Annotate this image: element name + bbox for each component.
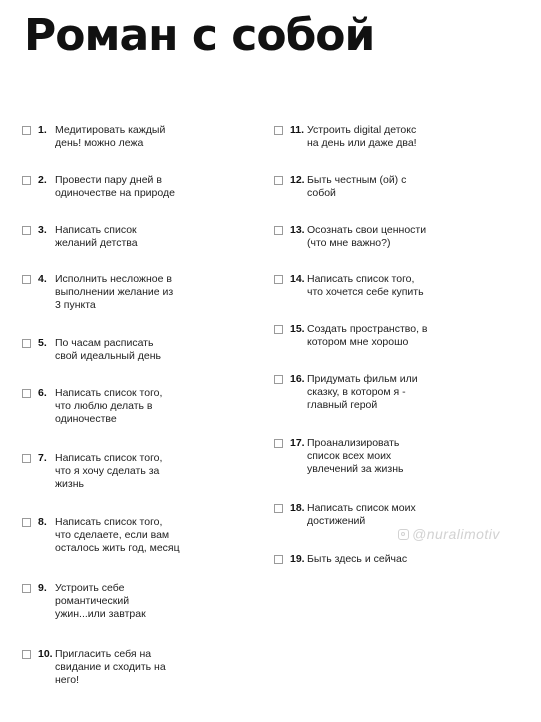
item-number: 19. xyxy=(290,553,305,565)
checkbox[interactable] xyxy=(22,339,31,348)
item-number: 5. xyxy=(38,337,47,349)
checkbox[interactable] xyxy=(274,504,283,513)
item-text: Пригласить себя на свидание и сходить на него! xyxy=(55,648,166,686)
item-text: Быть честным (ой) с собой xyxy=(307,174,407,199)
item-number: 8. xyxy=(38,516,47,528)
item-number: 15. xyxy=(290,323,305,335)
list-item-7 xyxy=(22,452,252,491)
checkbox[interactable] xyxy=(274,325,283,334)
checkbox[interactable] xyxy=(274,176,283,185)
list-item-18 xyxy=(274,502,524,528)
list-item-3 xyxy=(22,224,252,250)
list-item-9 xyxy=(22,582,252,621)
page-title: Роман с собой xyxy=(24,10,375,61)
checkbox[interactable] xyxy=(22,650,31,659)
checkbox[interactable] xyxy=(22,126,31,135)
list-item-13 xyxy=(274,224,524,250)
list-item-1 xyxy=(22,124,252,150)
item-text: Провести пару дней в одиночестве на природе xyxy=(55,174,175,199)
watermark xyxy=(398,526,500,542)
checkbox[interactable] xyxy=(22,454,31,463)
checkbox[interactable] xyxy=(22,584,31,593)
checkbox[interactable] xyxy=(22,518,31,527)
item-number: 6. xyxy=(38,387,47,399)
checkbox[interactable] xyxy=(22,275,31,284)
list-item-8 xyxy=(22,516,252,555)
item-number: 4. xyxy=(38,273,47,285)
list-item-14 xyxy=(274,273,524,299)
item-text: Медитировать каждый день! можно лежа xyxy=(55,124,166,149)
item-text: Написать список того, что я хочу сделать за жизнь xyxy=(55,452,163,490)
item-text: Осознать свои ценности (что мне важно?) xyxy=(307,224,427,249)
item-text: Устроить себе романтический ужин...или завтрак xyxy=(55,582,146,620)
checkbox[interactable] xyxy=(274,375,283,384)
item-text: Придумать фильм или сказку, в котором я - главный герой xyxy=(307,373,418,411)
item-text: Быть здесь и сейчас xyxy=(307,553,408,565)
item-text: Написать список моих достижений xyxy=(307,502,416,527)
list-item-11 xyxy=(274,124,524,150)
item-number: 10. xyxy=(38,648,53,660)
item-number: 12. xyxy=(290,174,305,186)
instagram-icon xyxy=(398,529,409,540)
item-text: Написать список того, что сделаете, если вам осталось жить год, месяц xyxy=(55,516,180,554)
list-item-19 xyxy=(274,553,524,566)
item-text: Написать список того, что хочется себе купить xyxy=(307,273,424,298)
item-number: 18. xyxy=(290,502,305,514)
item-number: 13. xyxy=(290,224,305,236)
item-number: 9. xyxy=(38,582,47,594)
list-item-12 xyxy=(274,174,524,200)
item-number: 7. xyxy=(38,452,47,464)
checkbox[interactable] xyxy=(274,126,283,135)
list-item-6 xyxy=(22,387,252,426)
item-number: 1. xyxy=(38,124,47,136)
list-item-15 xyxy=(274,323,524,349)
item-text: Проанализировать список всех моих увлечений за жизнь xyxy=(307,437,404,475)
checkbox[interactable] xyxy=(22,226,31,235)
item-text: Устроить digital детокс на день или даже два! xyxy=(307,124,417,149)
list-item-17 xyxy=(274,437,524,476)
item-number: 17. xyxy=(290,437,305,449)
item-number: 2. xyxy=(38,174,47,186)
list-item-16 xyxy=(274,373,524,412)
list-item-2 xyxy=(22,174,252,200)
checkbox[interactable] xyxy=(274,439,283,448)
item-number: 3. xyxy=(38,224,47,236)
item-text: Написать список того, что люблю делать в одиночестве xyxy=(55,387,163,425)
list-item-10 xyxy=(22,648,252,687)
checkbox[interactable] xyxy=(274,226,283,235)
checkbox[interactable] xyxy=(274,555,283,564)
item-number: 16. xyxy=(290,373,305,385)
list-item-5 xyxy=(22,337,252,363)
list-item-4 xyxy=(22,273,252,312)
item-number: 11. xyxy=(290,124,305,136)
item-text: Написать список желаний детства xyxy=(55,224,138,249)
checkbox[interactable] xyxy=(22,389,31,398)
item-text: Создать пространство, в котором мне хорошо xyxy=(307,323,428,348)
item-text: Исполнить несложное в выполнении желание из 3 пункта xyxy=(55,273,174,311)
checkbox[interactable] xyxy=(274,275,283,284)
checkbox[interactable] xyxy=(22,176,31,185)
item-number: 14. xyxy=(290,273,305,285)
watermark-text: @nuralimotiv xyxy=(412,526,500,542)
item-text: По часам расписать свой идеальный день xyxy=(55,337,161,362)
